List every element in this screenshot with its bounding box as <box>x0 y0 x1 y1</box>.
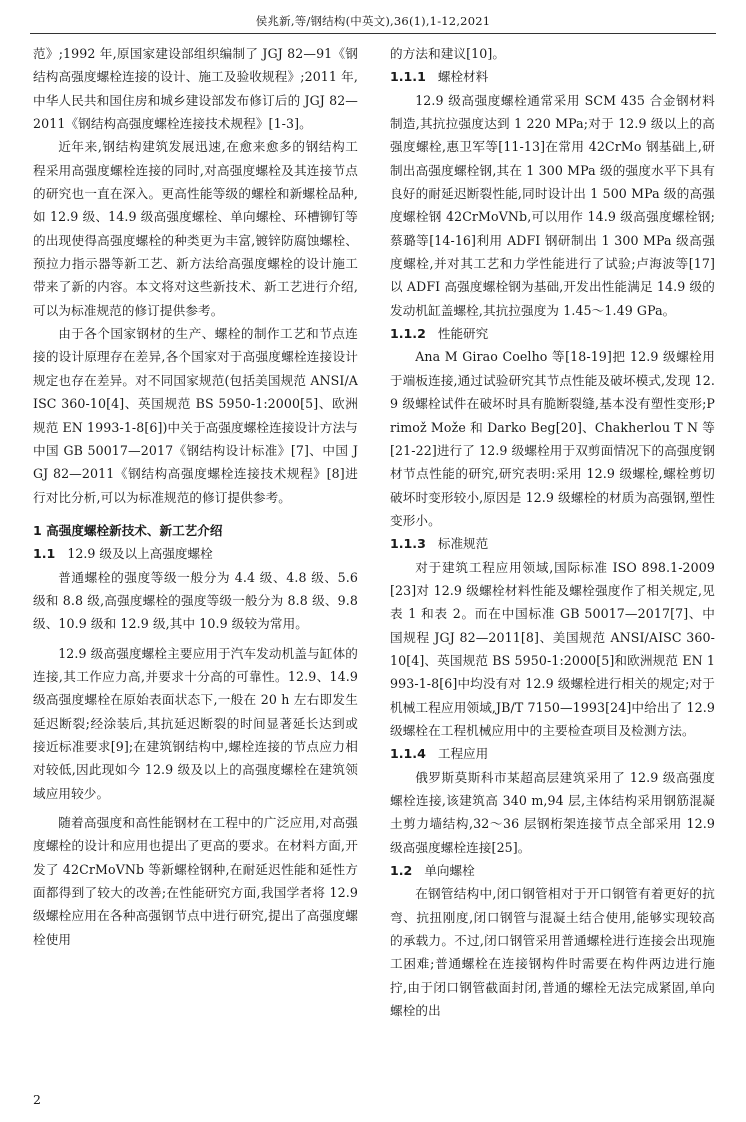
subsection-number: 1.1.4 <box>390 746 426 762</box>
subsection-title: 性能研究 <box>437 326 489 342</box>
right-column <box>390 42 715 1022</box>
paragraph: 12.9 级高强度螺栓通常采用 SCM 435 合金钢材料制造,其抗拉强度达到 1 220 MPa;对于 12.9 级以上的高强度螺栓,惠卫军等[11-13]在常用 42CrMo 钢基础上,研制出高强度螺栓钢,其在 1 300 MPa 级的强度水平下具有良好的耐延迟断裂性能,同时设计出 1 500 MPa 级的高强度螺栓钢 42CrMoVNb,可以用作 14.9 级高强度螺栓钢;蔡璐等[14-16]利用 ADFI 钢研制出 1 300 MPa 级高强度螺栓,并对其工艺和力学性能进行了试验;卢海波等[17]以 ADFI 高强度螺栓钢为基础,开发出性能满足 14.9 级的发动机缸盖螺栓,其抗拉强度为 1.45～1.49 GPa。 <box>390 92 715 318</box>
paragraph: Ana M Girao Coelho 等[18-19]把 12.9 级螺栓用于端板连接,通过试验研究其节点性能及破坏模式,发现 12.9 级螺栓试件在破坏时具有脆断裂缝,基本没有塑性变形;Primož Može 和 Darko Beg[20]、Chakherlou T N 等[21-22]进行了 12.9 级螺栓用于双剪面情况下的高强度钢材节点性能的研究,研究表明:采用 12.9 级螺栓,螺栓剪切破坏时变形较小,原因是 12.9 级螺栓的材质为高强钢,塑性变形小。 <box>390 349 715 528</box>
subsection-title: 标准规范 <box>437 536 489 552</box>
page-number: 2 <box>33 1092 41 1107</box>
paragraph: 普通螺栓的强度等级一般分为 4.4 级、4.8 级、5.6 级和 8.8 级,高强度螺栓的强度等级一般分为 8.8 级、9.8 级、10.9 级和 12.9 级,其中 10.9 级较为常用。 <box>33 569 358 632</box>
subsection-title: 12.9 级及以上高强度螺栓 <box>67 546 213 562</box>
paragraph: 近年来,钢结构建筑发展迅速,在愈来愈多的钢结构工程采用高强度螺栓连接的同时,对高强度螺栓及其连接节点的研究也一直在深入。更高性能等级的螺栓和新螺栓品种,如 12.9 级、14.9 级高强度螺栓、单向螺栓、环槽铆钉等的出现使得高强度螺栓的种类更为丰富,镀锌防腐蚀螺栓、预拉力指示器等新工艺、新方法给高强度螺栓的设计施工带来了新的内容。本文将对这些新技术、新工艺进行介绍,可以为标准规范的修订提供参考。 <box>33 139 358 318</box>
subsection-title: 工程应用 <box>437 746 489 762</box>
subsection-number: 1.1.2 <box>390 326 426 342</box>
section-heading: 1 高强度螺栓新技术、新工艺介绍 <box>33 522 223 538</box>
paragraph: 由于各个国家钢材的生产、螺栓的制作工艺和节点连接的设计原理存在差异,各个国家对于高强度螺栓连接设计规定也存在差异。对不同国家规范(包括美国规范 ANSI/AISC 360-10[4]、英国规范 BS 5950-1:2000[5]、欧洲规范 EN 1993-1-8[6])中关于高强度螺栓连接设计方法与中国 GB 50017—2017《钢结构设计标准》[7]、中国 JGJ 82—2011《钢结构高强度螺栓连接技术规程》[8]进行对比分析,可以为标准规范的修订提供参考。 <box>33 326 358 505</box>
subsection-title: 单向螺栓 <box>424 863 475 879</box>
paragraph: 范》;1992 年,原国家建设部组织编制了 JGJ 82—91《钢结构高强度螺栓连接的设计、施工及验收规程》;2011 年,中华人民共和国住房和城乡建设部发布修订后的 JGJ 82—2011《钢结构高强度螺栓连接技术规程》[1-3]。 <box>33 46 358 132</box>
running-head: 侯兆新,等/钢结构(中英文),36(1),1-12,2021 <box>255 14 491 28</box>
paragraph: 12.9 级高强度螺栓主要应用于汽车发动机盖与缸体的连接,其工作应力高,并要求十分高的可靠性。12.9、14.9 级高强度螺栓在原始表面状态下,一般在 20 h 左右即发生延迟断裂;经涂装后,其抗延迟断裂的时间显著延长达到或接近标准要求[9];在建筑钢结构中,螺栓连接的节点应力相对较低,因此现如今 12.9 级及以上的高强度螺栓在建筑领域应用较少。 <box>33 645 358 801</box>
left-column <box>33 42 358 951</box>
subsubsection-heading <box>390 322 715 345</box>
subsubsection-heading <box>390 532 715 555</box>
paragraph: 对于建筑工程应用领域,国际标准 ISO 898.1-2009[23]对 12.9 级螺栓材料性能及螺栓强度作了相关规定,见表 1 和表 2。而在中国标准 GB 50017—2017[7]、中国规程 JGJ 82—2011[8]、美国规范 ANSI/AISC 360-10[4]、英国规范 BS 5950-1:2000[5]和欧洲规范 EN 1993-1-8[6]中均没有对 12.9 级螺栓进行相关的规定;对于机械工程应用领域,JB/T 7150—1993[24]中给出了 12.9 级螺栓在工程机械应用中的主要检查项目及检测方法。 <box>390 559 715 738</box>
subsection-number: 1.1 <box>33 546 56 562</box>
subsection-title: 螺栓材料 <box>437 69 489 85</box>
paragraph: 的方法和建议[10]。 <box>390 46 506 61</box>
subsection-heading <box>33 542 358 565</box>
subsection-number: 1.2 <box>390 863 413 879</box>
subsection-number: 1.1.1 <box>390 69 426 85</box>
subsection-number: 1.1.3 <box>390 536 426 552</box>
subsection-heading <box>390 859 715 882</box>
paragraph: 俄罗斯莫斯科市某超高层建筑采用了 12.9 级高强度螺栓连接,该建筑高 340 m,94 层,主体结构采用钢筋混凝土剪力墙结构,32～36 层钢桁架连接节点全部采用 12.9 级高强度螺栓连接[25]。 <box>390 769 715 855</box>
subsubsection-heading <box>390 742 715 765</box>
paragraph: 随着高强度和高性能钢材在工程中的广泛应用,对高强度螺栓的设计和应用也提出了更高的要求。在材料方面,开发了 42CrMoVNb 等新螺栓钢种,在耐延迟性能和延性方面都得到了较大的改善;在性能研究方面,我国学者将 12.9 级螺栓应用在各种高强钢节点中进行研究,提出了高强度螺栓使用 <box>33 815 358 947</box>
subsubsection-heading <box>390 65 715 88</box>
header-rule <box>30 33 716 34</box>
paragraph: 在钢管结构中,闭口钢管相对于开口钢管有着更好的抗弯、抗扭刚度,闭口钢管与混凝土结合使用,能够实现较高的承载力。不过,闭口钢管采用普通螺栓进行连接会出现施工困难;普通螺栓在连接钢构件时需要在构件两边进行施拧,由于闭口钢管截面封闭,普通的螺栓无法完成紧固,单向螺栓的出 <box>390 886 715 1019</box>
